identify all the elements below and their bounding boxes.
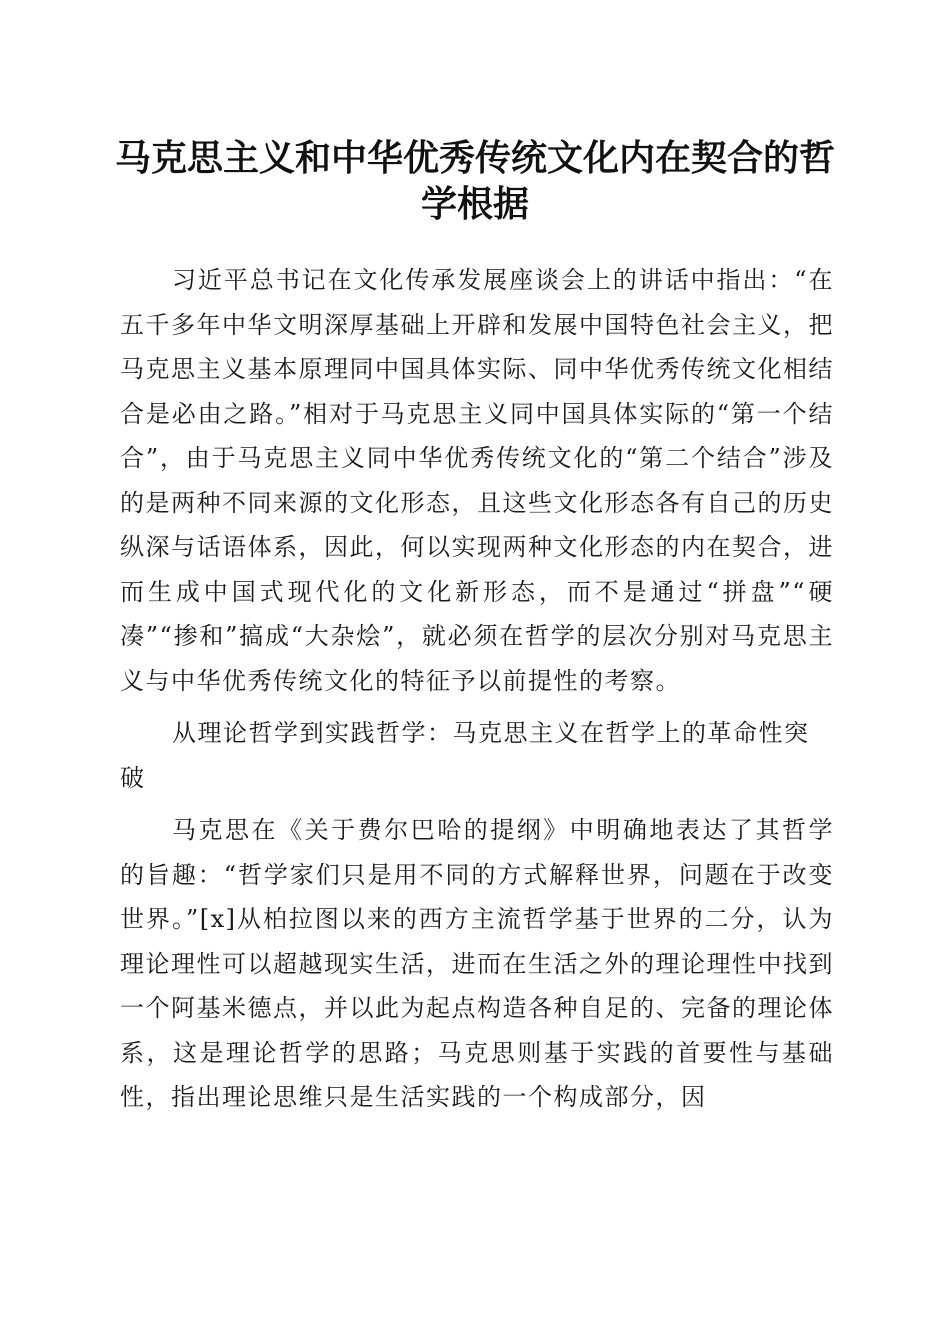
section-heading: 从理论哲学到实践哲学：马克思主义在哲学上的革命性突破 bbox=[120, 719, 810, 792]
paragraph-marx: 马克思在《关于费尔巴哈的提纲》中明确地表达了其哲学的旨趣：“哲学家们只是用不同的方式解释世界，问题在于改变世界。”[x]从柏拉图以来的西方主流哲学基于世界的二分，认为理论理性可以超越现实生活，进而在生活之外的理论理性中找到一个阿基米德点，并以此为起点构造各种自足的、完备的理论体系，这是理论哲学的思路；马克思则基于实践的首要性与基础性，指出理论思维只是生活实践的一个构成部分，因 bbox=[120, 816, 834, 1111]
document-title: 马克思主义和中华优秀传统文化内在契合的哲学根据 bbox=[114, 138, 835, 225]
paragraph-intro: 习近平总书记在文化传承发展座谈会上的讲话中指出：“在五千多年中华文明深厚基础上开辟和发展中国特色社会主义，把马克思主义基本原理同中国具体实际、同中华优秀传统文化相结合是必由之路。”相对于马克思主义同中国具体实际的“第一个结合”，由于马克思主义同中华优秀传统文化的“第二个结合”涉及的是两种不同来源的文化形态，且这些文化形态各有自己的历史纵深与话语体系，因此，何以实现两种文化形态的内在契合，进而生成中国式现代化的文化新形态，而不是通过“拼盘”“硬凑”“掺和”搞成“大杂烩”，就必须在哲学的层次分别对马克思主义与中华优秀传统文化的特征予以前提性的考察。 bbox=[120, 266, 834, 695]
document-body bbox=[120, 258, 834, 1128]
